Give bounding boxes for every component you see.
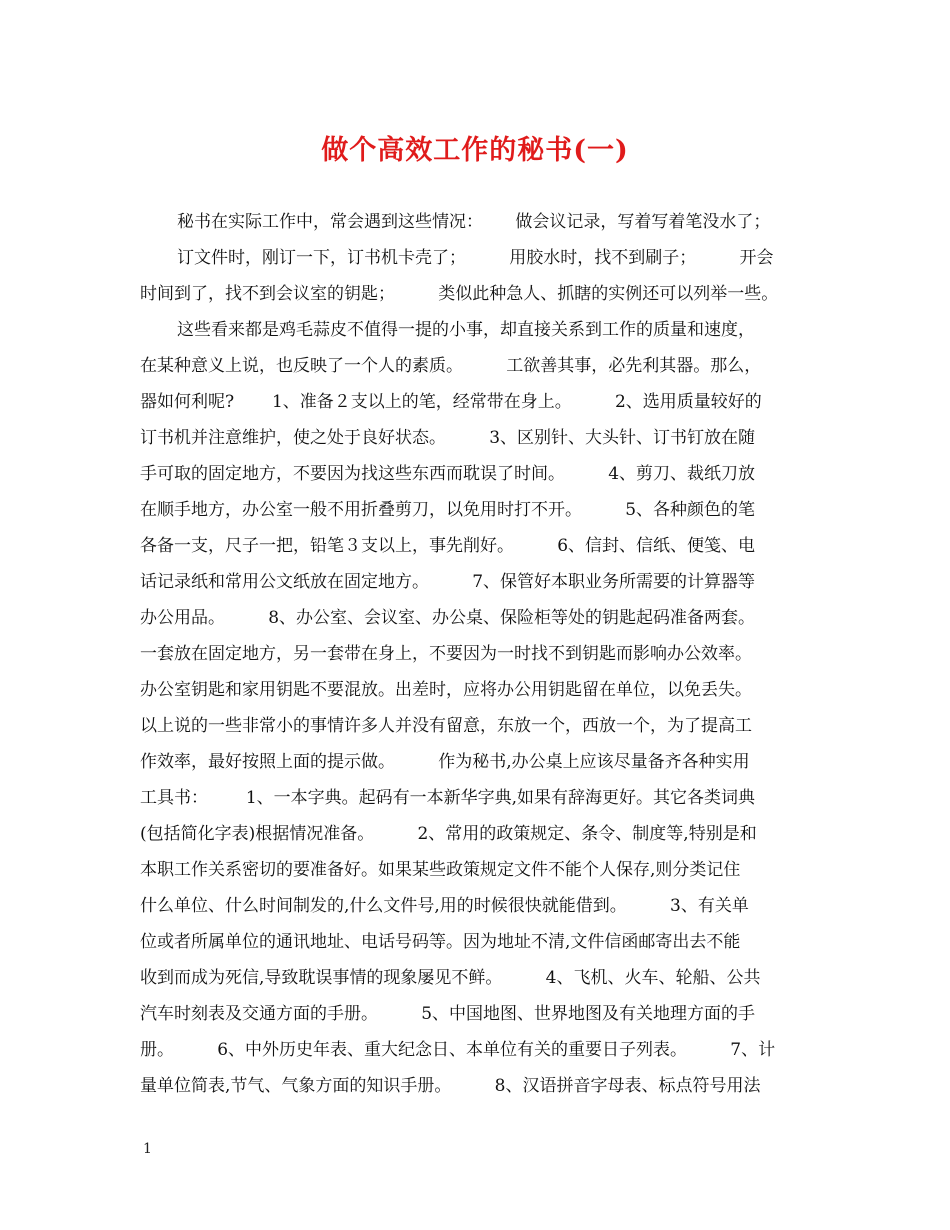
body-line: 一套放在固定地方，另一套带在身上，不要因为一时找不到钥匙而影响办公效率。 — [140, 644, 752, 664]
body-line: 以上说的一些非常小的事情许多人并没有留意，东放一个，西放一个，为了提高工 — [140, 716, 752, 736]
body-line: 位或者所属单位的通讯地址、电话号码等。因为地址不清,文件信函邮寄出去不能 — [140, 932, 741, 952]
body-line: 话记录纸和常用公文纸放在固定地方。 7、保管好本职业务所需要的计算器等 — [140, 572, 756, 592]
body-line: (包括简化字表)根据情况准备。 2、常用的政策规定、条令、制度等,特别是和 — [140, 824, 757, 844]
body-line: 量单位简表,节气、气象方面的知识手册。 8、汉语拼音字母表、标点符号用法 — [140, 1076, 761, 1096]
body-line: 各备一支，尺子一把，铅笔３支以上，事先削好。 6、信封、信纸、便笺、电 — [140, 536, 756, 556]
body-line: 在顺手地方，办公室一般不用折叠剪刀，以免用时打不开。 5、各种颜色的笔 — [140, 500, 756, 520]
body-line: 册。 6、中外历史年表、重大纪念日、本单位有关的重要日子列表。 7、计 — [140, 1040, 776, 1060]
body-line: 作效率，最好按照上面的提示做。 作为秘书,办公桌上应该尽量备齐各种实用 — [140, 752, 750, 772]
body-line: 在某种意义上说，也反映了一个人的素质。 工欲善其事，必先利其器。那么， — [140, 356, 762, 376]
body-line: 秘书在实际工作中，常会遇到这些情况： 做会议记录，写着写着笔没水了； — [177, 212, 771, 232]
body-line: 办公室钥匙和家用钥匙不要混放。出差时，应将办公用钥匙留在单位，以免丢失。 — [140, 680, 752, 700]
body-line: 器如何利呢? 1、准备２支以上的笔，经常带在身上。 2、选用质量较好的 — [140, 392, 762, 412]
body-line: 什么单位、什么时间制发的,什么文件号,用的时候很快就能借到。 3、有关单 — [140, 896, 749, 916]
body-line: 订书机并注意维护，使之处于良好状态。 3、区别针、大头针、订书钉放在随 — [140, 428, 756, 448]
body-line: 手可取的固定地方，不要因为找这些东西而耽误了时间。 4、剪刀、裁纸刀放 — [140, 464, 756, 484]
body-line: 本职工作关系密切的要准备好。如果某些政策规定文件不能个人保存,则分类记住 — [140, 860, 741, 880]
body-line: 工具书： 1、一本字典。起码有一本新华字典,如果有辞海更好。其它各类词典 — [140, 788, 756, 808]
body-line: 这些看来都是鸡毛蒜皮不值得一提的小事，却直接关系到工作的质量和速度， — [177, 320, 755, 340]
body-line: 收到而成为死信,导致耽误事情的现象屡见不鲜。 4、飞机、火车、轮船、公共 — [140, 968, 761, 988]
body-line: 时间到了，找不到会议室的钥匙； 类似此种急人、抓瞎的实例还可以列举一些。 — [140, 284, 779, 304]
body-line: 汽车时刻表及交通方面的手册。 5、中国地图、世界地图及有关地理方面的手 — [140, 1004, 756, 1024]
page-number: 1 — [143, 1141, 152, 1157]
document-title: 做个高效工作的秘书(一) — [321, 135, 629, 166]
body-line: 办公用品。 8、办公室、会议室、办公桌、保险柜等处的钥匙起码准备两套。 — [140, 608, 756, 628]
body-line: 订文件时，刚订一下，订书机卡壳了； 用胶水时，找不到刷子； 开会 — [177, 248, 774, 268]
